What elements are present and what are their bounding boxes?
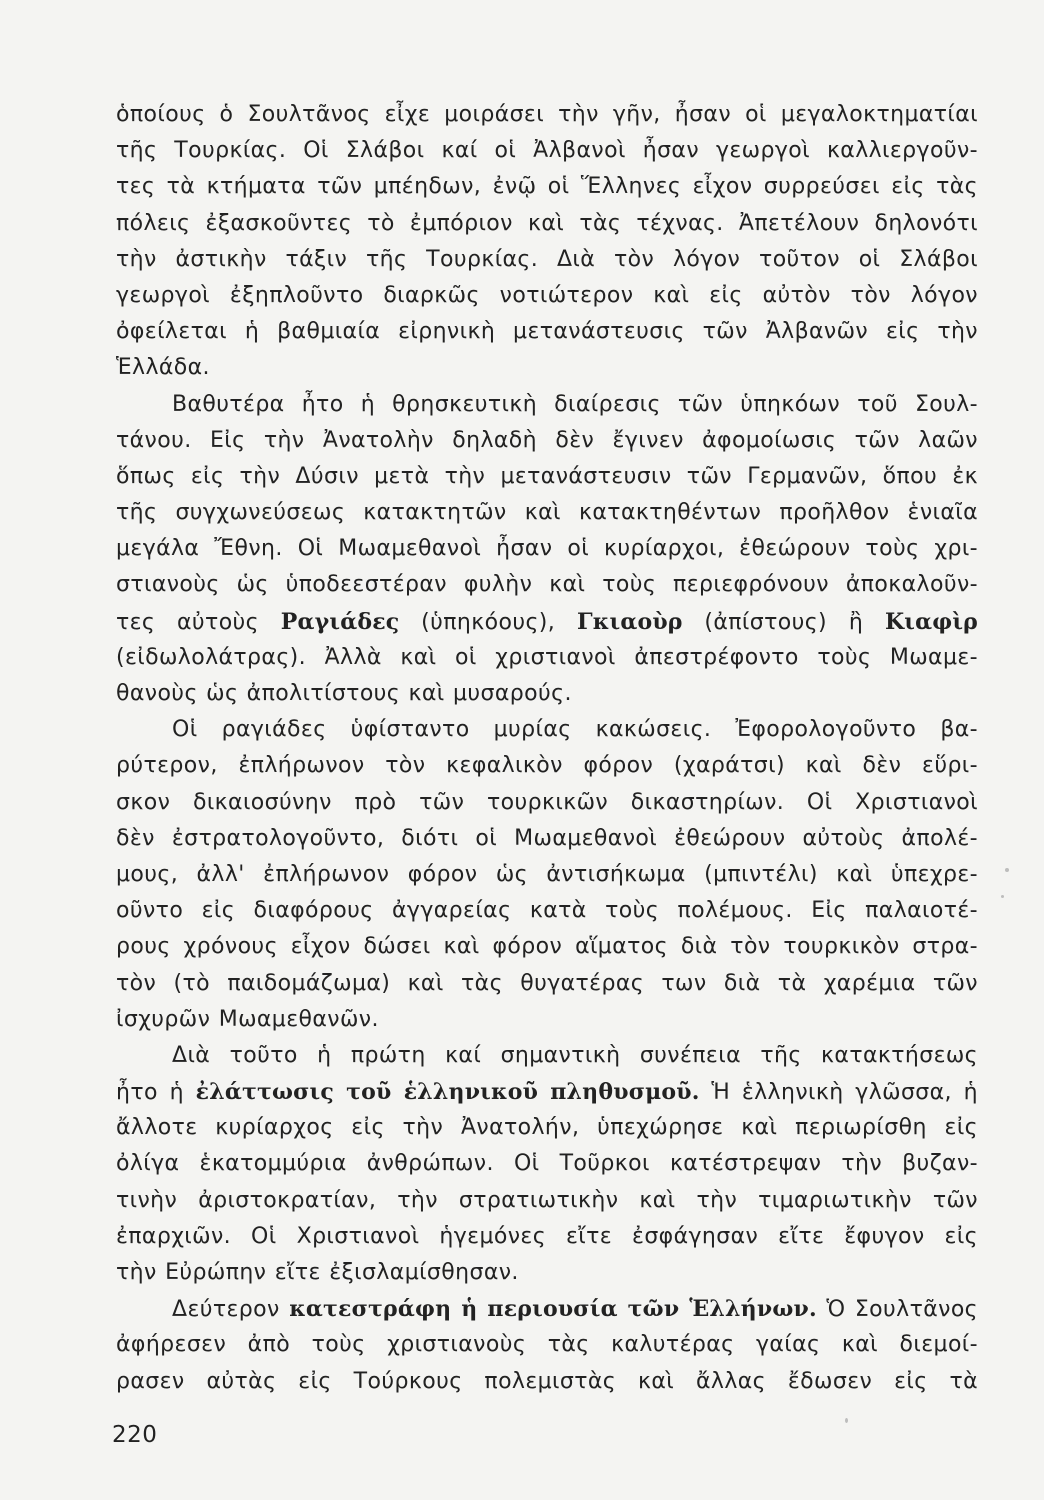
bold-term: Γκιαοὺρ bbox=[576, 608, 683, 635]
text-run: ὀλίγα ἑκατομμύρια ἀνθρώπων. Οἱ Τοῦρκοι κατέστρεψαν τὴν βυζαν- bbox=[116, 1151, 978, 1177]
text-line bbox=[116, 1038, 978, 1074]
text-run: θανοὺς ὡς ἀπολιτίστους καὶ μυσαρούς. bbox=[116, 681, 572, 706]
text-line bbox=[116, 459, 978, 495]
text-line bbox=[116, 423, 978, 459]
body-text bbox=[116, 97, 978, 1400]
text-line bbox=[116, 929, 978, 965]
text-line bbox=[116, 893, 978, 929]
text-line bbox=[116, 1146, 978, 1182]
text-run: ὅπως εἰς τὴν Δύσιν μετὰ τὴν μετανάστευσιν τῶν Γερμανῶν, ὅπου ἐκ bbox=[116, 463, 978, 489]
text-run: τὴν ἀστικὴν τάξιν τῆς Τουρκίας. Διὰ τὸν λόγον τοῦτον οἱ Σλάβοι bbox=[116, 246, 978, 272]
text-line bbox=[116, 857, 978, 893]
text-line bbox=[116, 387, 978, 423]
text-run: ἰσχυρῶν Μωαμεθανῶν. bbox=[116, 1006, 379, 1032]
text-run: τὸν (τὸ παιδομάζωμα) καὶ τὰς θυγατέρας των διὰ τὰ χαρέμια τῶν bbox=[116, 970, 978, 996]
text-run: σκον δικαιοσύνην πρὸ τῶν τουρκικῶν δικαστηρίων. Οἱ Χριστιανοὶ bbox=[116, 789, 978, 815]
text-run: ἄλλοτε κυρίαρχος εἰς τὴν Ἀνατολήν, ὑπεχώρησε καὶ περιωρίσθη εἰς bbox=[116, 1115, 978, 1141]
text-run: οῦντο εἰς διαφόρους ἀγγαρείας κατὰ τοὺς πολέμους. Εἰς παλαιοτέ- bbox=[116, 898, 978, 924]
text-line bbox=[116, 748, 978, 784]
text-line bbox=[116, 350, 978, 386]
text-run: ἐπαρχιῶν. Οἱ Χριστιανοὶ ἡγεμόνες εἴτε ἐσφάγησαν εἴτε ἔφυγον εἰς bbox=[116, 1223, 978, 1249]
text-line bbox=[116, 1002, 978, 1038]
text-run: Δεύτερον bbox=[172, 1297, 290, 1323]
bold-term: Κιαφὶρ bbox=[884, 608, 979, 635]
text-run: Ἑλλάδα. bbox=[116, 355, 210, 381]
text-run: Διὰ τοῦτο ἡ πρώτη καί σημαντικὴ συνέπεια τῆς κατακτήσεως bbox=[172, 1042, 978, 1068]
text-line bbox=[116, 133, 978, 169]
text-line bbox=[116, 495, 978, 531]
text-line bbox=[116, 1364, 978, 1400]
text-run: ἀφήρεσεν ἀπὸ τοὺς χριστιανοὺς τὰς καλυτέρας γαίας καὶ διεμοί- bbox=[116, 1332, 978, 1358]
paper-speck bbox=[1001, 895, 1004, 898]
text-run: τες τὰ κτήματα τῶν μπέηδων, ἐνῷ οἱ Ἕλληνες εἶχον συρρεύσει εἰς τὰς bbox=[116, 174, 978, 200]
text-line bbox=[116, 821, 978, 857]
text-line bbox=[116, 1255, 978, 1291]
text-line bbox=[116, 206, 978, 242]
text-run: ρους χρόνους εἶχον δώσει καὶ φόρον αἵματος διὰ τὸν τουρκικὸν στρα- bbox=[116, 934, 978, 960]
text-run: στιανοὺς ὡς ὑποδεεστέραν φυλὴν καὶ τοὺς περιεφρόνουν ἀποκαλοῦν- bbox=[116, 572, 978, 598]
paper-speck bbox=[1005, 868, 1009, 872]
text-run: Βαθυτέρα ἦτο ἡ θρησκευτικὴ διαίρεσις τῶν ὑπηκόων τοῦ Σουλ- bbox=[172, 391, 978, 417]
text-run: (ἀπίστους) ἢ bbox=[682, 609, 885, 635]
text-line bbox=[116, 169, 978, 205]
text-run: τῆς συγχωνεύσεως κατακτητῶν καὶ κατακτηθέντων προῆλθον ἑνιαῖα bbox=[116, 500, 978, 526]
text-run: ὀφείλεται ἡ βαθμιαία εἰρηνικὴ μετανάστευσις τῶν Ἀλβανῶν εἰς τὴν bbox=[116, 319, 978, 345]
text-run: ἦτο ἡ bbox=[116, 1080, 196, 1106]
text-run: Οἱ ραγιάδες ὑφίσταντο μυρίας κακώσεις. Ἐφορολογοῦντο βα- bbox=[172, 717, 978, 743]
text-line bbox=[116, 640, 978, 676]
bold-term: κατεστράφη ἡ περιουσία τῶν Ἑλλήνων. bbox=[289, 1296, 817, 1323]
text-run: (ὑπηκόους), bbox=[399, 609, 577, 635]
text-line bbox=[116, 1110, 978, 1146]
text-line bbox=[116, 1074, 978, 1110]
text-run: (εἰδωλολάτρας). Ἀλλὰ καὶ οἱ χριστιανοὶ ἀπεστρέφοντο τοὺς Μωαμε- bbox=[116, 644, 978, 670]
text-line bbox=[116, 966, 978, 1002]
text-run: τῆς Τουρκίας. Οἱ Σλάβοι καί οἱ Ἀλβανοὶ ἦσαν γεωργοὶ καλλιεργοῦν- bbox=[116, 138, 978, 164]
text-run: ὁποίους ὁ Σουλτᾶνος εἶχε μοιράσει τὴν γῆν, ἦσαν οἱ μεγαλοκτηματίαι bbox=[116, 102, 978, 127]
text-run: τὴν Εὐρώπην εἴτε ἐξισλαμίσθησαν. bbox=[116, 1260, 519, 1285]
text-run: δὲν ἐστρατολογοῦντο, διότι οἱ Μωαμεθανοὶ ἐθεώρουν αὐτοὺς ἀπολέ- bbox=[116, 825, 978, 851]
text-line bbox=[116, 676, 978, 712]
text-run: ρύτερον, ἐπλήρωνον τὸν κεφαλικὸν φόρον (χαράτσι) καὶ δὲν εὕρι- bbox=[116, 753, 978, 779]
page-number: 220 bbox=[112, 1422, 158, 1448]
bold-term: ἐλάττωσις τοῦ ἑλληνικοῦ πληθυσμοῦ. bbox=[195, 1079, 700, 1106]
text-line bbox=[116, 242, 978, 278]
text-line bbox=[116, 531, 978, 567]
text-line bbox=[116, 314, 978, 350]
text-line bbox=[116, 712, 978, 748]
text-line bbox=[116, 785, 978, 821]
text-run: γεωργοὶ ἐξηπλοῦντο διαρκῶς νοτιώτερον καὶ εἰς αὐτὸν τὸν λόγον bbox=[116, 282, 978, 308]
text-run: ρασεν αὐτὰς εἰς Τούρκους πολεμιστὰς καὶ ἄλλας ἔδωσεν εἰς τὰ bbox=[116, 1368, 978, 1394]
text-run: μεγάλα Ἔθνη. Οἱ Μωαμεθανοὶ ἦσαν οἱ κυρίαρχοι, ἐθεώρουν τοὺς χρι- bbox=[116, 536, 978, 562]
text-run: τάνου. Εἰς τὴν Ἀνατολὴν δηλαδὴ δὲν ἔγινεν ἀφομοίωσις τῶν λαῶν bbox=[116, 427, 978, 453]
bold-term: Ραγιάδες bbox=[280, 608, 400, 635]
text-run: τες αὐτοὺς bbox=[116, 609, 281, 635]
text-run: τινὴν ἀριστοκρατίαν, τὴν στρατιωτικὴν καὶ τὴν τιμαριωτικὴν τῶν bbox=[116, 1187, 978, 1213]
text-run: Ἡ ἑλληνικὴ γλῶσσα, ἡ bbox=[699, 1080, 978, 1106]
text-run: πόλεις ἐξασκοῦντες τὸ ἐμπόριον καὶ τὰς τέχνας. Ἀπετέλουν δηλονότι bbox=[116, 210, 978, 236]
text-line bbox=[116, 278, 978, 314]
paper-speck bbox=[845, 1418, 848, 1423]
text-line bbox=[116, 1291, 978, 1327]
text-line bbox=[116, 1327, 978, 1363]
text-line bbox=[116, 1183, 978, 1219]
text-line bbox=[116, 604, 978, 640]
text-line bbox=[116, 1219, 978, 1255]
text-run: μους, ἀλλ' ἐπλήρωνον φόρον ὡς ἀντισήκωμα (μπιντέλι) καὶ ὑπεχρε- bbox=[116, 861, 978, 887]
text-line bbox=[116, 97, 978, 133]
text-run: Ὁ Σουλτᾶνος bbox=[816, 1297, 978, 1323]
text-line bbox=[116, 567, 978, 603]
